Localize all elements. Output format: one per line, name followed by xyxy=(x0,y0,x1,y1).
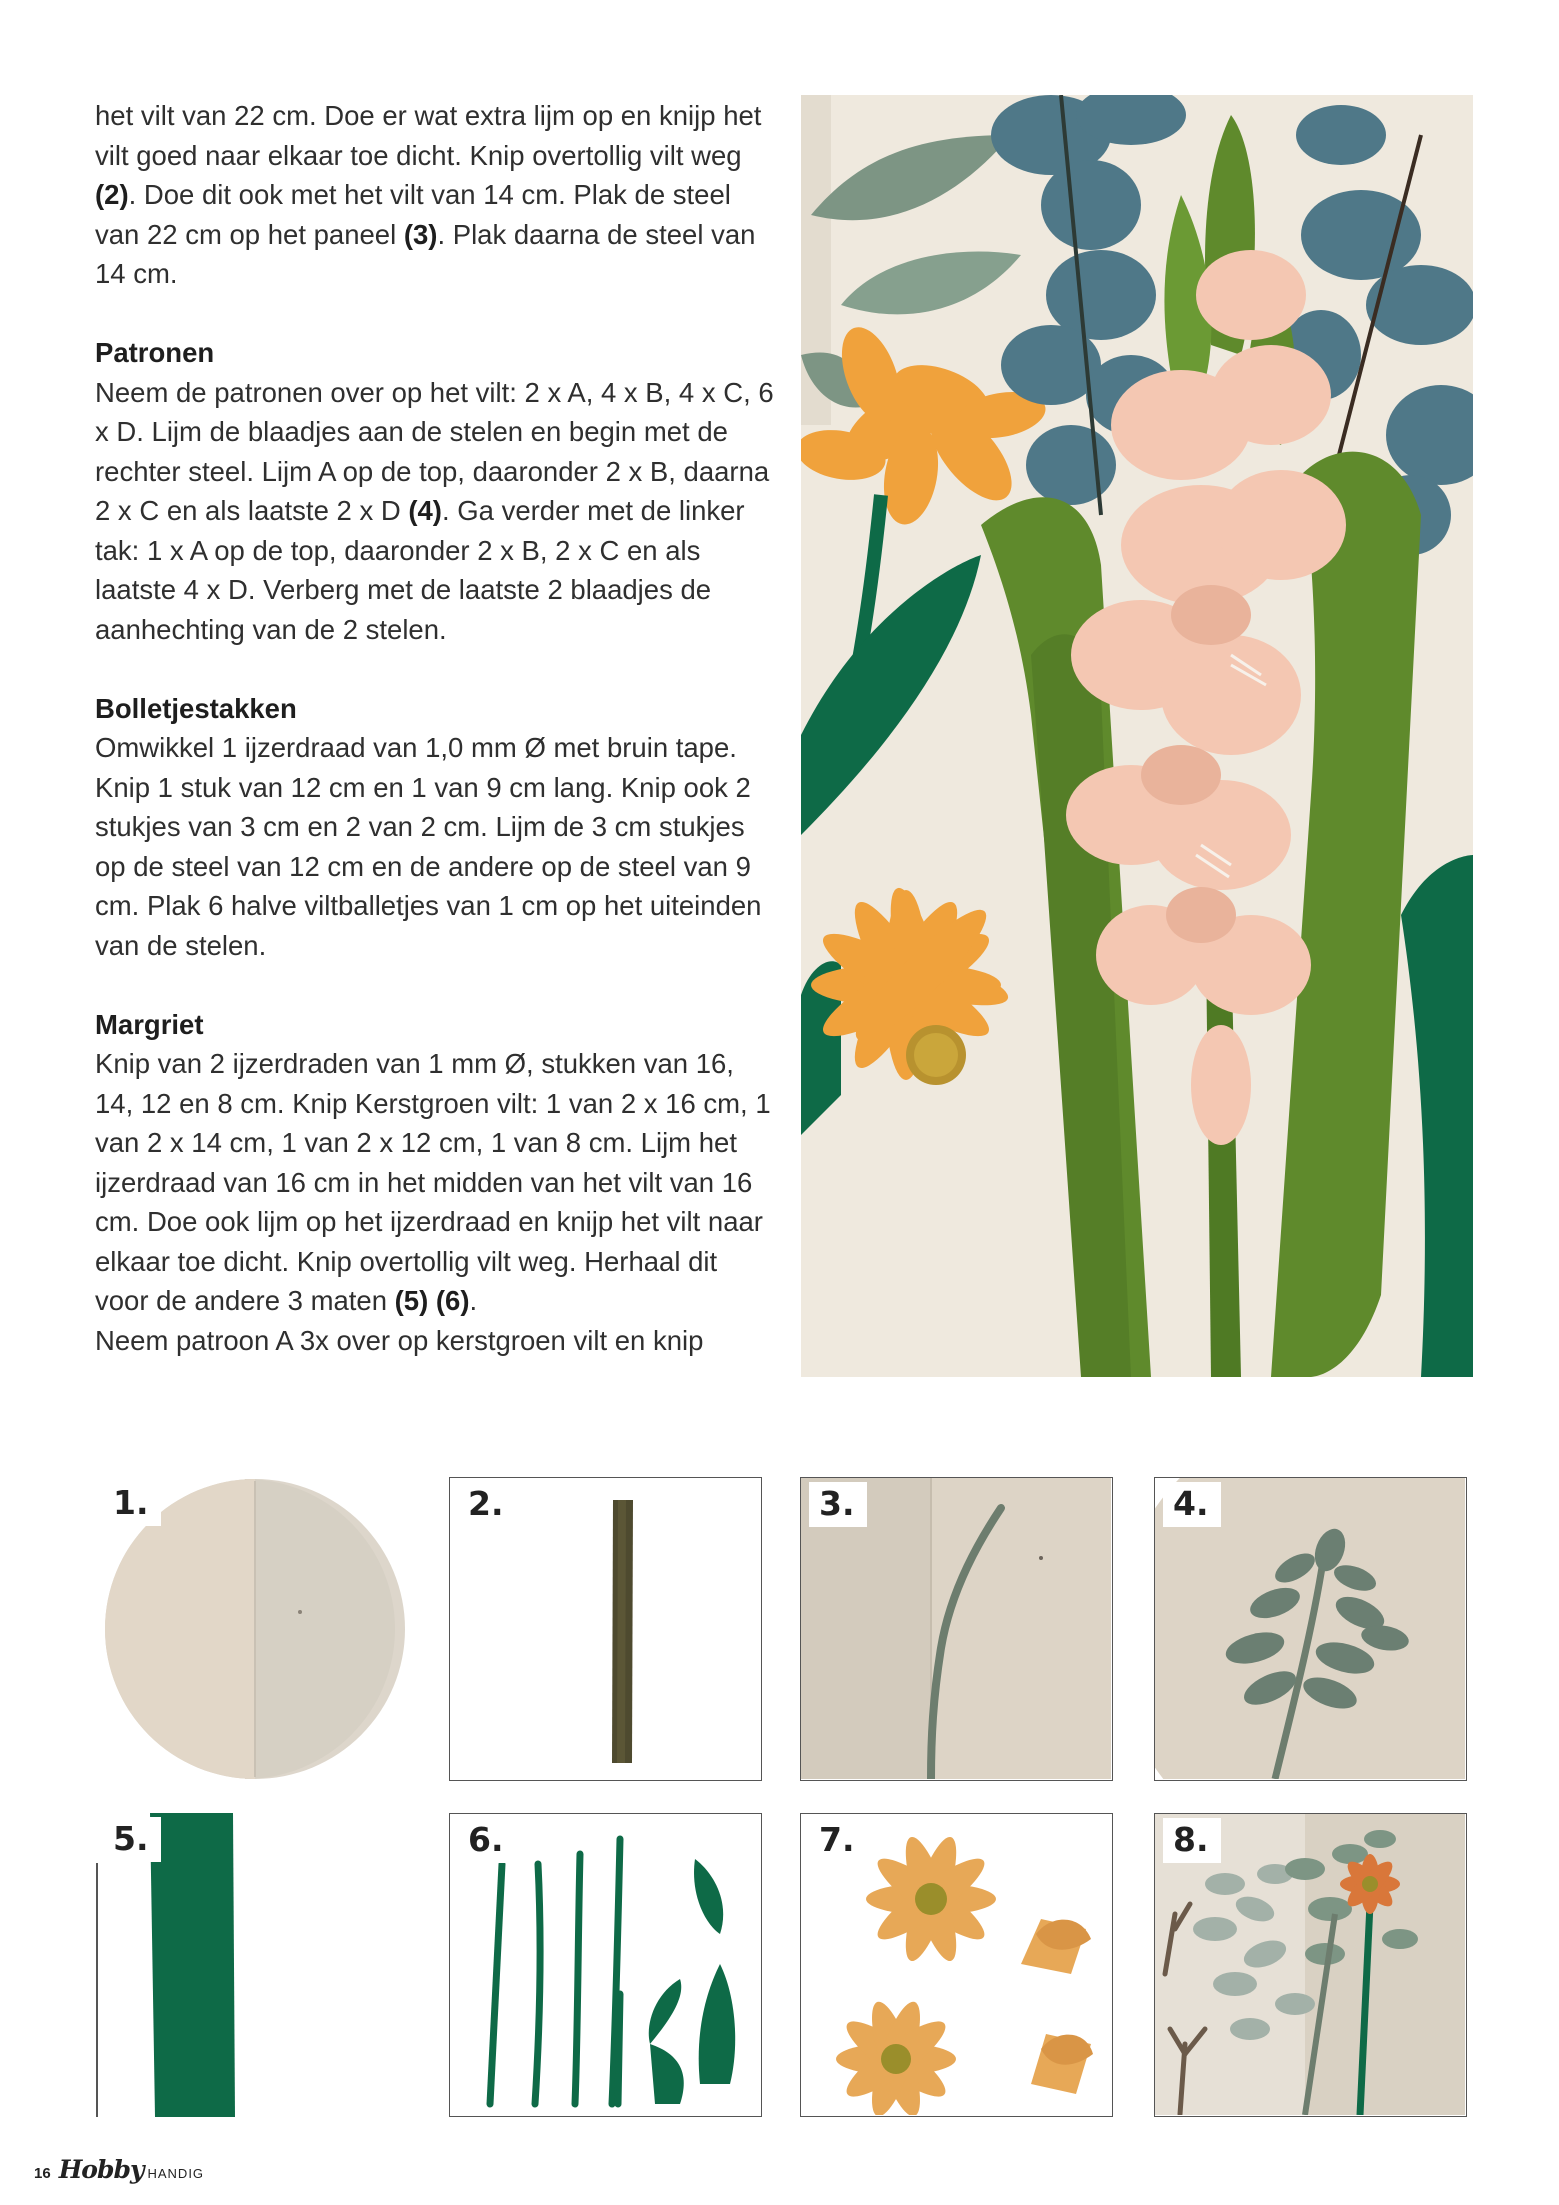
page-footer xyxy=(34,2155,204,2185)
paragraph-patronen xyxy=(95,333,775,649)
step-number: 7. xyxy=(809,1818,867,1863)
magazine-logo-sub: HANDIG xyxy=(147,2166,205,2181)
step-photo-1 xyxy=(95,1477,408,1781)
step-number: 5. xyxy=(103,1817,161,1862)
step-photo-6 xyxy=(449,1813,762,2117)
step-photo-8 xyxy=(1154,1813,1467,2117)
body-text: Omwikkel 1 ijzerdraad van 1,0 mm Ø met bruin tape. Knip 1 stuk van 12 cm en 1 van 9 cm lang. Knip ook 2 stukjes van 3 cm en 2 van 2 cm. Lijm de 3 cm stukjes op de steel van 12 cm en de andere op de steel van 9 cm. Plak 6 halve viltballetjes van 1 cm op het uiteinden van de stelen. xyxy=(95,732,762,961)
body-text: Knip van 2 ijzerdraden van 1 mm Ø, stukken van 16, 14, 12 en 8 cm. Knip Kerstgroen vilt: 1 van 2 x 16 cm, 1 van 2 x 14 cm, 1 van 2 x 12 cm, 1 van 8 cm. Lijm het ijzerdraad van 16 cm in het midden van het vilt van 16 cm. Doe ook lijm op het ijzerdraad en knijp het vilt naar elkaar toe dicht. Knip overtollig vilt weg. Herhaal dit voor de andere 3 maten xyxy=(95,1048,771,1316)
step-number: 6. xyxy=(458,1818,516,1863)
body-text: Neem patroon A 3x over op kerstgroen vilt en knip xyxy=(95,1324,704,1356)
step-reference: (2) xyxy=(95,179,129,210)
body-text: . Ga verder met de linker tak: 1 x A op de top, daaronder 2 x B, 2 x C en als laatste 4 x D. Verberg met de laatste 2 blaadjes de aanhechting van de 2 stelen. xyxy=(95,495,745,645)
step-number: 4. xyxy=(1163,1482,1221,1527)
step-reference: (4) xyxy=(408,495,442,526)
body-text: het vilt van 22 cm. Doe er wat extra lijm op en knijp het vilt goed naar elkaar toe dicht. Knip overtollig vilt weg xyxy=(95,100,762,171)
step-photo-4 xyxy=(1154,1477,1467,1781)
paragraph-bolletjestakken xyxy=(95,689,775,966)
step-number: 8. xyxy=(1163,1818,1221,1863)
step-photo-2 xyxy=(449,1477,762,1781)
section-heading: Bolletjestakken xyxy=(95,692,297,724)
page-number: 16 xyxy=(34,2165,51,2182)
step-reference: (3) xyxy=(403,218,438,250)
step-number: 1. xyxy=(103,1481,161,1526)
hero-photo-felt-flowers xyxy=(801,95,1473,1377)
section-heading: Patronen xyxy=(95,337,215,368)
step-number: 3. xyxy=(809,1482,867,1527)
paragraph-intro xyxy=(95,96,775,294)
step-number: 2. xyxy=(458,1482,516,1527)
section-heading: Margriet xyxy=(95,1008,204,1040)
body-text: . Doe dit ook met het vilt van 14 cm. Plak de steel van 22 cm op het paneel xyxy=(95,179,731,250)
step-photo-5 xyxy=(95,1813,408,2117)
step-photo-3 xyxy=(800,1477,1113,1781)
paragraph-margriet xyxy=(95,1005,775,1361)
magazine-logo: Hobby xyxy=(58,2155,144,2184)
step-photo-7 xyxy=(800,1813,1113,2117)
body-text: . Plak daarna de steel van 14 cm. xyxy=(95,218,756,289)
step-reference: (5) (6) xyxy=(394,1285,470,1316)
article-text xyxy=(95,96,775,1360)
body-text: . xyxy=(469,1285,478,1316)
body-text: Neem de patronen over op het vilt: 2 x A, 4 x B, 4 x C, 6 x D. Lijm de blaadjes aan de stelen en begin met de rechter steel. Lijm A op de top, daaronder 2 x B, daarna 2 x C en als laatste 2 x D xyxy=(95,376,774,526)
